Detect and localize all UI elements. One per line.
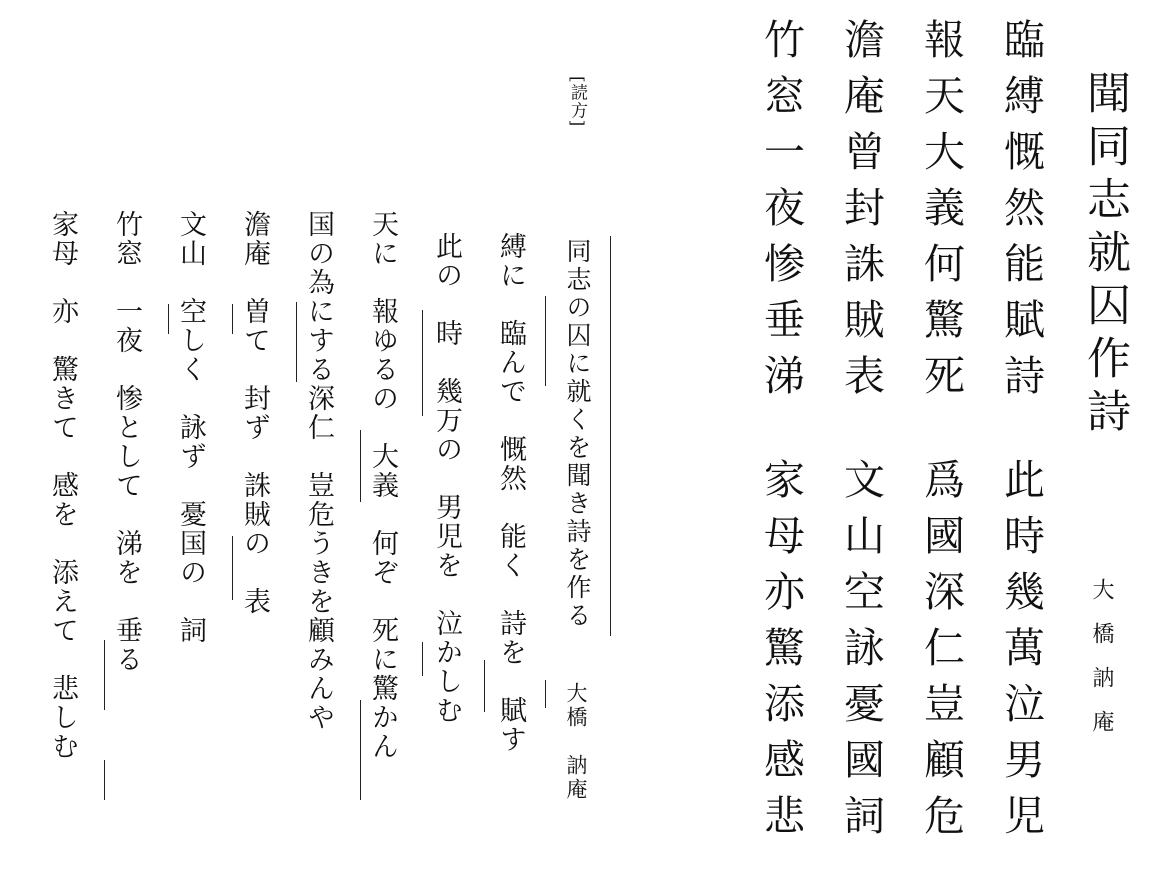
reading-bracket-mark: [232, 536, 233, 600]
original-title: 聞同志就囚作詩: [1079, 70, 1130, 441]
reading-label: [読方]: [567, 76, 587, 128]
reading-title: 同志の囚に就くを聞き詩を作る: [563, 238, 592, 630]
reading-bracket-mark: [422, 642, 423, 676]
reading-line: 天に 報ゆるの 大義 何ぞ 死に驚かん: [367, 210, 398, 761]
original-line: 文山空詠憂國詞: [837, 458, 885, 850]
original-line: 此時幾萬泣男児: [997, 458, 1045, 850]
original-line: 報天大義何驚死: [917, 18, 965, 410]
reading-bracket-mark: [422, 310, 423, 416]
reading-line: 竹窓 一夜 惨として 涕を 垂る: [111, 210, 142, 674]
reading-bracket-mark: [168, 304, 169, 334]
original-line: 竹窓一夜惨垂涕: [757, 18, 805, 410]
reading-bracket-mark: [545, 296, 546, 386]
reading-line: 此の 時 幾万の 男児を 泣かしむ: [431, 232, 462, 725]
reading-line: 文山 空しく 詠ず 憂国の 詞: [175, 210, 206, 645]
reading-line: 家母 亦 驚きて 感を 添えて 悲しむ: [47, 210, 78, 761]
reading-bracket-mark: [104, 760, 105, 800]
reading-bracket-mark: [296, 302, 297, 382]
reading-bracket-mark: [610, 236, 611, 636]
original-line: 家母亦驚添感悲: [757, 458, 805, 850]
reading-line: 澹庵 曽て 封ず 誅賊の 表: [239, 210, 270, 616]
original-author: 大橋訥庵: [1089, 578, 1114, 754]
reading-bracket-mark: [360, 430, 361, 502]
reading-line: 縛に 臨んで 慨然 能く 詩を 賦す: [495, 232, 526, 754]
original-line: 爲國深仁豈顧危: [917, 458, 965, 850]
reading-bracket-mark: [360, 700, 361, 800]
reading-bracket-mark: [232, 304, 233, 334]
reading-bracket-mark: [104, 640, 105, 710]
reading-bracket-mark: [484, 660, 485, 712]
reading-bracket-mark: [545, 680, 546, 708]
reading-author: 大橋 訥庵: [564, 682, 588, 802]
reading-line: 国の為にする深仁 豈危うきを顧みんや: [303, 210, 334, 732]
original-line: 臨縛慨然能賦詩: [997, 18, 1045, 410]
original-line: 澹庵曾封誅賊表: [837, 18, 885, 410]
